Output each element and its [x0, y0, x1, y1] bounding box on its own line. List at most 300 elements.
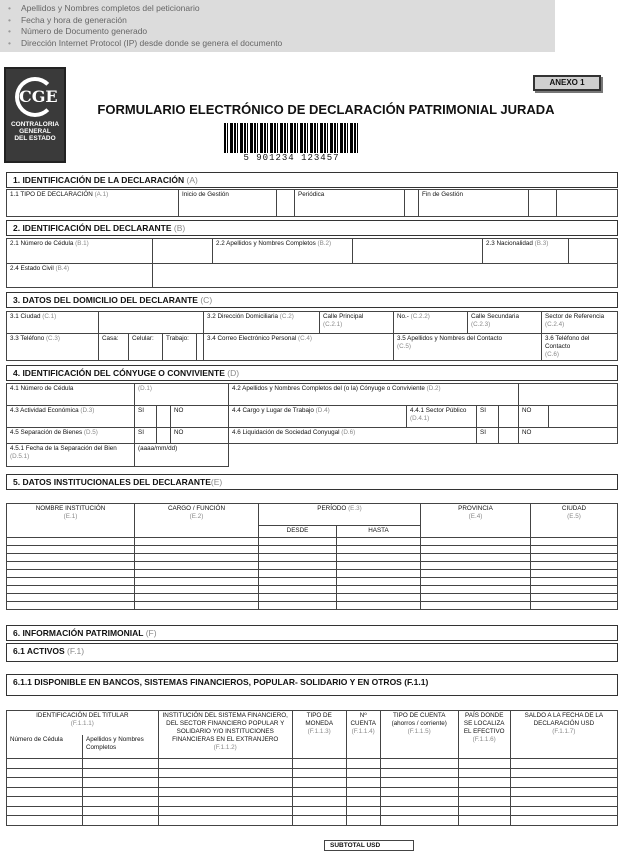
input-cell[interactable] [421, 554, 531, 562]
label: 2.3 Nacionalidad [486, 240, 533, 247]
table-row [7, 759, 618, 769]
input-cell[interactable] [292, 778, 346, 788]
input-cell[interactable] [337, 546, 421, 554]
petitioner-info-box [0, 0, 555, 52]
label: INSTITUCIÓN DEL SISTEMA FINANCIERO, DEL SECTOR FINANCIERO POPULAR Y SOLIDARIO Y/O INSTITUCIONES FINANCIERAS EN EL EXTRANJERO [162, 712, 288, 743]
input-cell[interactable] [346, 787, 380, 797]
field-label [7, 405, 135, 427]
code: (F.1.1.2) [213, 744, 237, 751]
table-row [7, 546, 618, 554]
label: Sector de Referencia [545, 313, 605, 320]
input-cell[interactable] [7, 578, 135, 586]
col-header: DESDE [259, 526, 337, 538]
label: (ahorros / corriente) [391, 720, 447, 727]
input-cell[interactable] [7, 778, 83, 788]
field-label [229, 427, 477, 444]
field-label [229, 405, 407, 427]
col-header [292, 711, 346, 759]
anexo-badge: ANEXO 1 [533, 75, 601, 91]
col-header [7, 711, 159, 735]
code: (B.1) [75, 240, 89, 247]
input-cell[interactable] [259, 578, 337, 586]
input-cell[interactable] [135, 538, 259, 546]
field-label [542, 312, 618, 334]
input-cell[interactable] [7, 538, 135, 546]
code: (D.3) [80, 406, 95, 414]
table-row [7, 602, 618, 610]
section-title: 6.1 ACTIVOS [13, 646, 65, 656]
table-row [7, 797, 618, 807]
section-code: (F) [145, 628, 157, 638]
input-cell[interactable] [531, 602, 618, 610]
label: TIPO DE CUENTA [393, 712, 446, 719]
field-label [7, 334, 99, 361]
logo-text: GENERAL [19, 128, 51, 135]
input-cell[interactable] [83, 816, 159, 826]
input-cell[interactable] [83, 806, 159, 816]
col-header [135, 504, 259, 538]
input-cell[interactable] [7, 554, 135, 562]
input-cell[interactable] [158, 787, 292, 797]
section-code: (B) [173, 223, 186, 233]
table-row [7, 806, 618, 816]
label: 4.6 Liquidación de Sociedad Conyugal [232, 428, 340, 436]
input-cell[interactable] [421, 578, 531, 586]
label: Fin de Gestión [422, 191, 463, 198]
label: CIUDAD [561, 505, 587, 512]
input-cell[interactable] [531, 562, 618, 570]
option-no[interactable]: NO [519, 427, 618, 444]
field-label [468, 312, 542, 334]
institutional-table [6, 503, 618, 610]
option-periodica[interactable] [295, 190, 405, 217]
code: (D.6) [341, 428, 356, 436]
input-cell[interactable] [531, 554, 618, 562]
input-cell[interactable] [292, 806, 346, 816]
col-header [421, 504, 531, 538]
field-label [7, 384, 135, 406]
input-cell[interactable] [7, 816, 83, 826]
checkbox[interactable] [157, 427, 171, 444]
code: (C.6) [545, 351, 559, 358]
input-cell[interactable] [337, 602, 421, 610]
code: (E.2) [189, 513, 204, 520]
col-header [346, 711, 380, 759]
table-row [7, 787, 618, 797]
field-label [7, 444, 135, 467]
bank-accounts-table [6, 710, 618, 826]
input-cell[interactable] [346, 806, 380, 816]
code: (E.1) [63, 513, 78, 520]
code: (D.4.1) [410, 414, 430, 422]
table-row [7, 554, 618, 562]
label: 4.4 Cargo y Lugar de Trabajo [232, 406, 314, 414]
code: (C.4) [298, 335, 313, 342]
input-cell[interactable] [421, 562, 531, 570]
input-cell[interactable] [7, 759, 83, 769]
field-label [7, 190, 179, 217]
checkbox[interactable] [529, 190, 557, 217]
domicile-table [6, 311, 618, 361]
field-label [394, 334, 542, 361]
input-cell[interactable] [346, 768, 380, 778]
code: (E.4) [468, 513, 483, 520]
input-cell[interactable] [346, 759, 380, 769]
table-row [7, 538, 618, 546]
col-header [158, 711, 292, 759]
code: (C.2.1) [323, 321, 343, 328]
input-cell[interactable] [83, 759, 159, 769]
section-2-header [6, 220, 618, 236]
input-cell[interactable] [421, 570, 531, 578]
input-cell[interactable] [83, 797, 159, 807]
input-cell[interactable] [380, 816, 458, 826]
input-cell[interactable] [531, 594, 618, 602]
code: (B.2) [317, 240, 332, 247]
label: 3.1 Ciudad [10, 313, 41, 320]
label: Casa: [99, 334, 129, 361]
code: (F.1.1.6) [472, 736, 496, 743]
section-title: 4. IDENTIFICACIÓN DEL CÓNYUGE O CONVIVIENTE [13, 368, 225, 378]
input-cell[interactable] [531, 578, 618, 586]
input-cell[interactable] [7, 562, 135, 570]
logo-text: DEL ESTADO [14, 135, 56, 142]
code: (D.2) [426, 385, 441, 392]
option-no[interactable]: NO [519, 405, 549, 427]
code: (E.3) [348, 505, 362, 512]
input-cell[interactable] [380, 787, 458, 797]
date-input[interactable]: (aaaa/mm/dd) [135, 444, 229, 467]
code: (F.1.1.4) [351, 728, 375, 735]
code: (D.4) [315, 406, 330, 414]
table-row [7, 778, 618, 788]
input-cell[interactable] [7, 787, 83, 797]
input-cell[interactable] [346, 816, 380, 826]
label: 3.4 Correo Electrónico Personal [207, 335, 297, 342]
code: (F.1.1.5) [407, 728, 431, 735]
section-1-header [6, 172, 618, 188]
table-row [7, 768, 618, 778]
input-cell[interactable] [510, 768, 617, 778]
label: 4.4.1 Sector Público [410, 406, 467, 414]
checkbox[interactable] [549, 405, 618, 427]
section-title: 2. IDENTIFICACIÓN DEL DECLARANTE [13, 223, 172, 233]
barcode-bars [224, 123, 359, 153]
checkbox[interactable] [405, 190, 419, 217]
input-cell[interactable] [7, 594, 135, 602]
input-cell[interactable] [292, 816, 346, 826]
table-row [7, 578, 618, 586]
input-cell[interactable] [7, 806, 83, 816]
input-cell[interactable] [458, 816, 510, 826]
table-row [7, 562, 618, 570]
input-cell[interactable] [510, 778, 617, 788]
input-cell[interactable] [135, 594, 259, 602]
input-cell[interactable] [346, 778, 380, 788]
code: (C.1) [42, 313, 57, 320]
label: 4.1 Número de Cédula [10, 385, 74, 392]
declaration-type-table [6, 189, 618, 217]
label: 3.2 Dirección Domiciliaria [207, 313, 279, 320]
label: IDENTIFICACIÓN DEL TITULAR [36, 712, 129, 719]
blank [229, 444, 618, 467]
input-cell[interactable] [259, 538, 337, 546]
disponible-header [6, 674, 618, 696]
input-cell[interactable] [458, 759, 510, 769]
input-cell[interactable] [337, 586, 421, 594]
label: SALDO A LA FECHA DE LA DECLARACIÓN USD [524, 712, 604, 727]
section-4-header [6, 365, 618, 381]
input-cell[interactable] [7, 586, 135, 594]
label: 4.2 Apellidos y Nombres Completos del (o la) Cónyuge o Conviviente [232, 385, 425, 392]
option-si[interactable]: SI [477, 427, 499, 444]
input-cell[interactable] [259, 546, 337, 554]
option-si[interactable]: SI [135, 427, 157, 444]
input-cell[interactable] [458, 787, 510, 797]
logo-text: CONTRALORIA [10, 121, 60, 128]
label: 4.5.1 Fecha de la Separación del Bien [10, 445, 117, 453]
code: (E.5) [567, 513, 581, 520]
label: Calle Principal [323, 313, 364, 320]
input-cell[interactable] [337, 538, 421, 546]
option-inicio[interactable] [179, 190, 277, 217]
input-cell[interactable] [569, 239, 618, 264]
field-label [204, 334, 394, 361]
col-header [510, 711, 617, 759]
label: 3.3 Teléfono [10, 335, 45, 342]
field-label [204, 312, 320, 334]
input-cell[interactable] [7, 797, 83, 807]
input-cell[interactable] [458, 778, 510, 788]
input-cell[interactable] [135, 546, 259, 554]
input-cell[interactable] [83, 778, 159, 788]
checkbox[interactable] [157, 405, 171, 427]
label: 3.6 Teléfono del Contacto [545, 335, 590, 350]
code: (B.3) [534, 240, 549, 247]
input-cell[interactable] [158, 778, 292, 788]
field-label [7, 312, 99, 334]
barcode-number: 5 901234 123457 [243, 153, 340, 163]
section-title: 5. DATOS INSTITUCIONALES DEL DECLARANTE [13, 477, 211, 487]
input-cell[interactable] [421, 602, 531, 610]
input-cell[interactable] [259, 602, 337, 610]
input-cell[interactable] [135, 554, 259, 562]
input-cell[interactable] [353, 239, 483, 264]
checkbox[interactable] [277, 190, 295, 217]
label: CARGO / FUNCIÓN [167, 505, 226, 512]
input-cell[interactable] [135, 562, 259, 570]
input-cell[interactable] [337, 554, 421, 562]
label: Trabajo: [163, 334, 197, 361]
input-cell[interactable] [7, 768, 83, 778]
input-cell[interactable] [83, 787, 159, 797]
input-cell[interactable] [531, 570, 618, 578]
input-cell[interactable] [458, 797, 510, 807]
input-cell[interactable] [510, 797, 617, 807]
field-label [483, 239, 569, 264]
checkbox[interactable] [499, 405, 519, 427]
input-cell[interactable] [158, 806, 292, 816]
section-3-header [6, 292, 618, 308]
section-5-header [6, 474, 618, 490]
spouse-table [6, 383, 618, 467]
label: Nº CUENTA [350, 712, 376, 727]
section-title: 1. IDENTIFICACIÓN DE LA DECLARACIÓN [13, 175, 185, 185]
input-cell[interactable] [259, 570, 337, 578]
input-cell[interactable] [135, 586, 259, 594]
field-label [213, 239, 353, 264]
input-cell[interactable] [83, 768, 159, 778]
input-cell[interactable] [380, 768, 458, 778]
checkbox[interactable] [499, 427, 519, 444]
barcode [224, 123, 359, 163]
col-header [259, 504, 421, 526]
input-cell[interactable] [510, 787, 617, 797]
input-cell[interactable] [292, 768, 346, 778]
code: (F.1.1.1) [70, 720, 94, 727]
input-cell[interactable] [519, 384, 618, 406]
section-code: (C) [200, 295, 213, 305]
col-header: Apellidos y Nombres Completos [83, 735, 159, 759]
section-code: (E) [210, 477, 223, 487]
code: (C.5) [397, 343, 411, 350]
input-cell[interactable] [7, 570, 135, 578]
label: Inicio de Gestión [182, 191, 229, 198]
code: (A.1) [94, 191, 109, 198]
input-cell[interactable] [259, 586, 337, 594]
input-cell[interactable] [158, 768, 292, 778]
label: TIPO DE MONEDA [305, 712, 334, 727]
activos-header [6, 643, 618, 662]
input-cell[interactable] [337, 562, 421, 570]
label: PERÍODO [317, 505, 347, 512]
code: (F.1.1.3) [307, 728, 331, 735]
input-cell[interactable] [380, 778, 458, 788]
input-cell[interactable] [421, 538, 531, 546]
logo-emblem: CGE [15, 77, 55, 117]
label: Celular: [129, 334, 163, 361]
input-cell[interactable] [421, 594, 531, 602]
input-cell[interactable] [458, 806, 510, 816]
input-cell[interactable] [337, 570, 421, 578]
label: 4.3 Actividad Económica [10, 406, 79, 414]
field-label [542, 334, 618, 361]
input-cell[interactable] [510, 759, 617, 769]
input-cell[interactable] [153, 264, 618, 288]
input-cell[interactable] [380, 797, 458, 807]
code[interactable]: (D.1) [135, 384, 229, 406]
input-cell[interactable] [7, 602, 135, 610]
checkbox[interactable] [557, 190, 618, 217]
input-cell[interactable] [510, 816, 617, 826]
input-cell[interactable] [153, 239, 213, 264]
input-cell[interactable] [380, 759, 458, 769]
code: (F.1.1.7) [552, 728, 576, 735]
declarant-table [6, 238, 618, 288]
code: (C.2.4) [545, 321, 565, 328]
code: (C.2.2) [410, 313, 430, 320]
col-header [380, 711, 458, 759]
field-label [407, 405, 477, 427]
section-6-header [6, 625, 618, 641]
input-cell[interactable] [259, 554, 337, 562]
code: (D.5.1) [10, 453, 30, 461]
input-cell[interactable] [135, 570, 259, 578]
input-cell[interactable] [510, 806, 617, 816]
field-label [7, 264, 153, 288]
label: 3.5 Apellidos y Nombres del Contacto [397, 335, 503, 342]
input-cell[interactable] [421, 546, 531, 554]
input-cell[interactable] [158, 816, 292, 826]
option-fin[interactable] [419, 190, 529, 217]
col-header [7, 504, 135, 538]
bullet-item: • Dirección Internet Protocol (IP) desde donde se genera el documento [8, 38, 555, 50]
bullet-item: • Fecha y hora de generación [8, 15, 555, 27]
col-header: HASTA [337, 526, 421, 538]
input-cell[interactable] [380, 806, 458, 816]
section-title: 6. INFORMACIÓN PATRIMONIAL [13, 628, 144, 638]
label: PROVINCIA [458, 505, 493, 512]
input-cell[interactable] [531, 546, 618, 554]
code: (C.3) [45, 335, 60, 342]
input-cell[interactable] [135, 602, 259, 610]
bullet-item: • Apellidos y Nombres completos del peticionario [8, 3, 555, 15]
input-cell[interactable] [458, 768, 510, 778]
field-label [320, 312, 394, 334]
table-row [7, 816, 618, 826]
input-cell[interactable] [259, 594, 337, 602]
input-cell[interactable] [337, 578, 421, 586]
input-cell[interactable] [292, 787, 346, 797]
input-cell[interactable] [7, 546, 135, 554]
input-cell[interactable] [292, 797, 346, 807]
bullet-item: • Número de Documento generado [8, 26, 555, 38]
option-si[interactable]: SI [135, 405, 157, 427]
input-cell[interactable] [259, 562, 337, 570]
option-no[interactable]: NO [171, 427, 229, 444]
section-code: (A) [186, 175, 198, 185]
form-title: FORMULARIO ELECTRÓNICO DE DECLARACIÓN PATRIMONIAL JURADA [97, 102, 555, 117]
col-header [458, 711, 510, 759]
subtotal-label: SUBTOTAL USD [324, 840, 414, 851]
table-row [7, 594, 618, 602]
code: (C.2.3) [471, 321, 491, 328]
label: NOMBRE INSTITUCIÓN [35, 505, 106, 512]
label: No.- [397, 313, 409, 320]
label: 2.4 Estado Civil [10, 265, 54, 272]
input-cell[interactable] [337, 594, 421, 602]
option-no[interactable]: NO [171, 405, 229, 427]
input-cell[interactable] [158, 797, 292, 807]
col-header [531, 504, 618, 538]
input-cell[interactable] [197, 334, 204, 361]
input-cell[interactable] [158, 759, 292, 769]
input-cell[interactable] [135, 578, 259, 586]
input-cell[interactable] [531, 586, 618, 594]
label: 2.1 Número de Cédula [10, 240, 74, 247]
code: (D.5) [83, 428, 98, 436]
label: Calle Secundaria [471, 313, 519, 320]
input-cell[interactable] [292, 759, 346, 769]
label: 4.5 Separación de Bienes [10, 428, 83, 436]
option-si[interactable]: SI [477, 405, 499, 427]
field-label [7, 427, 135, 444]
input-cell[interactable] [531, 538, 618, 546]
input-cell[interactable] [346, 797, 380, 807]
col-header: Número de Cédula [7, 735, 83, 759]
input-cell[interactable] [421, 586, 531, 594]
input-cell[interactable] [99, 312, 204, 334]
